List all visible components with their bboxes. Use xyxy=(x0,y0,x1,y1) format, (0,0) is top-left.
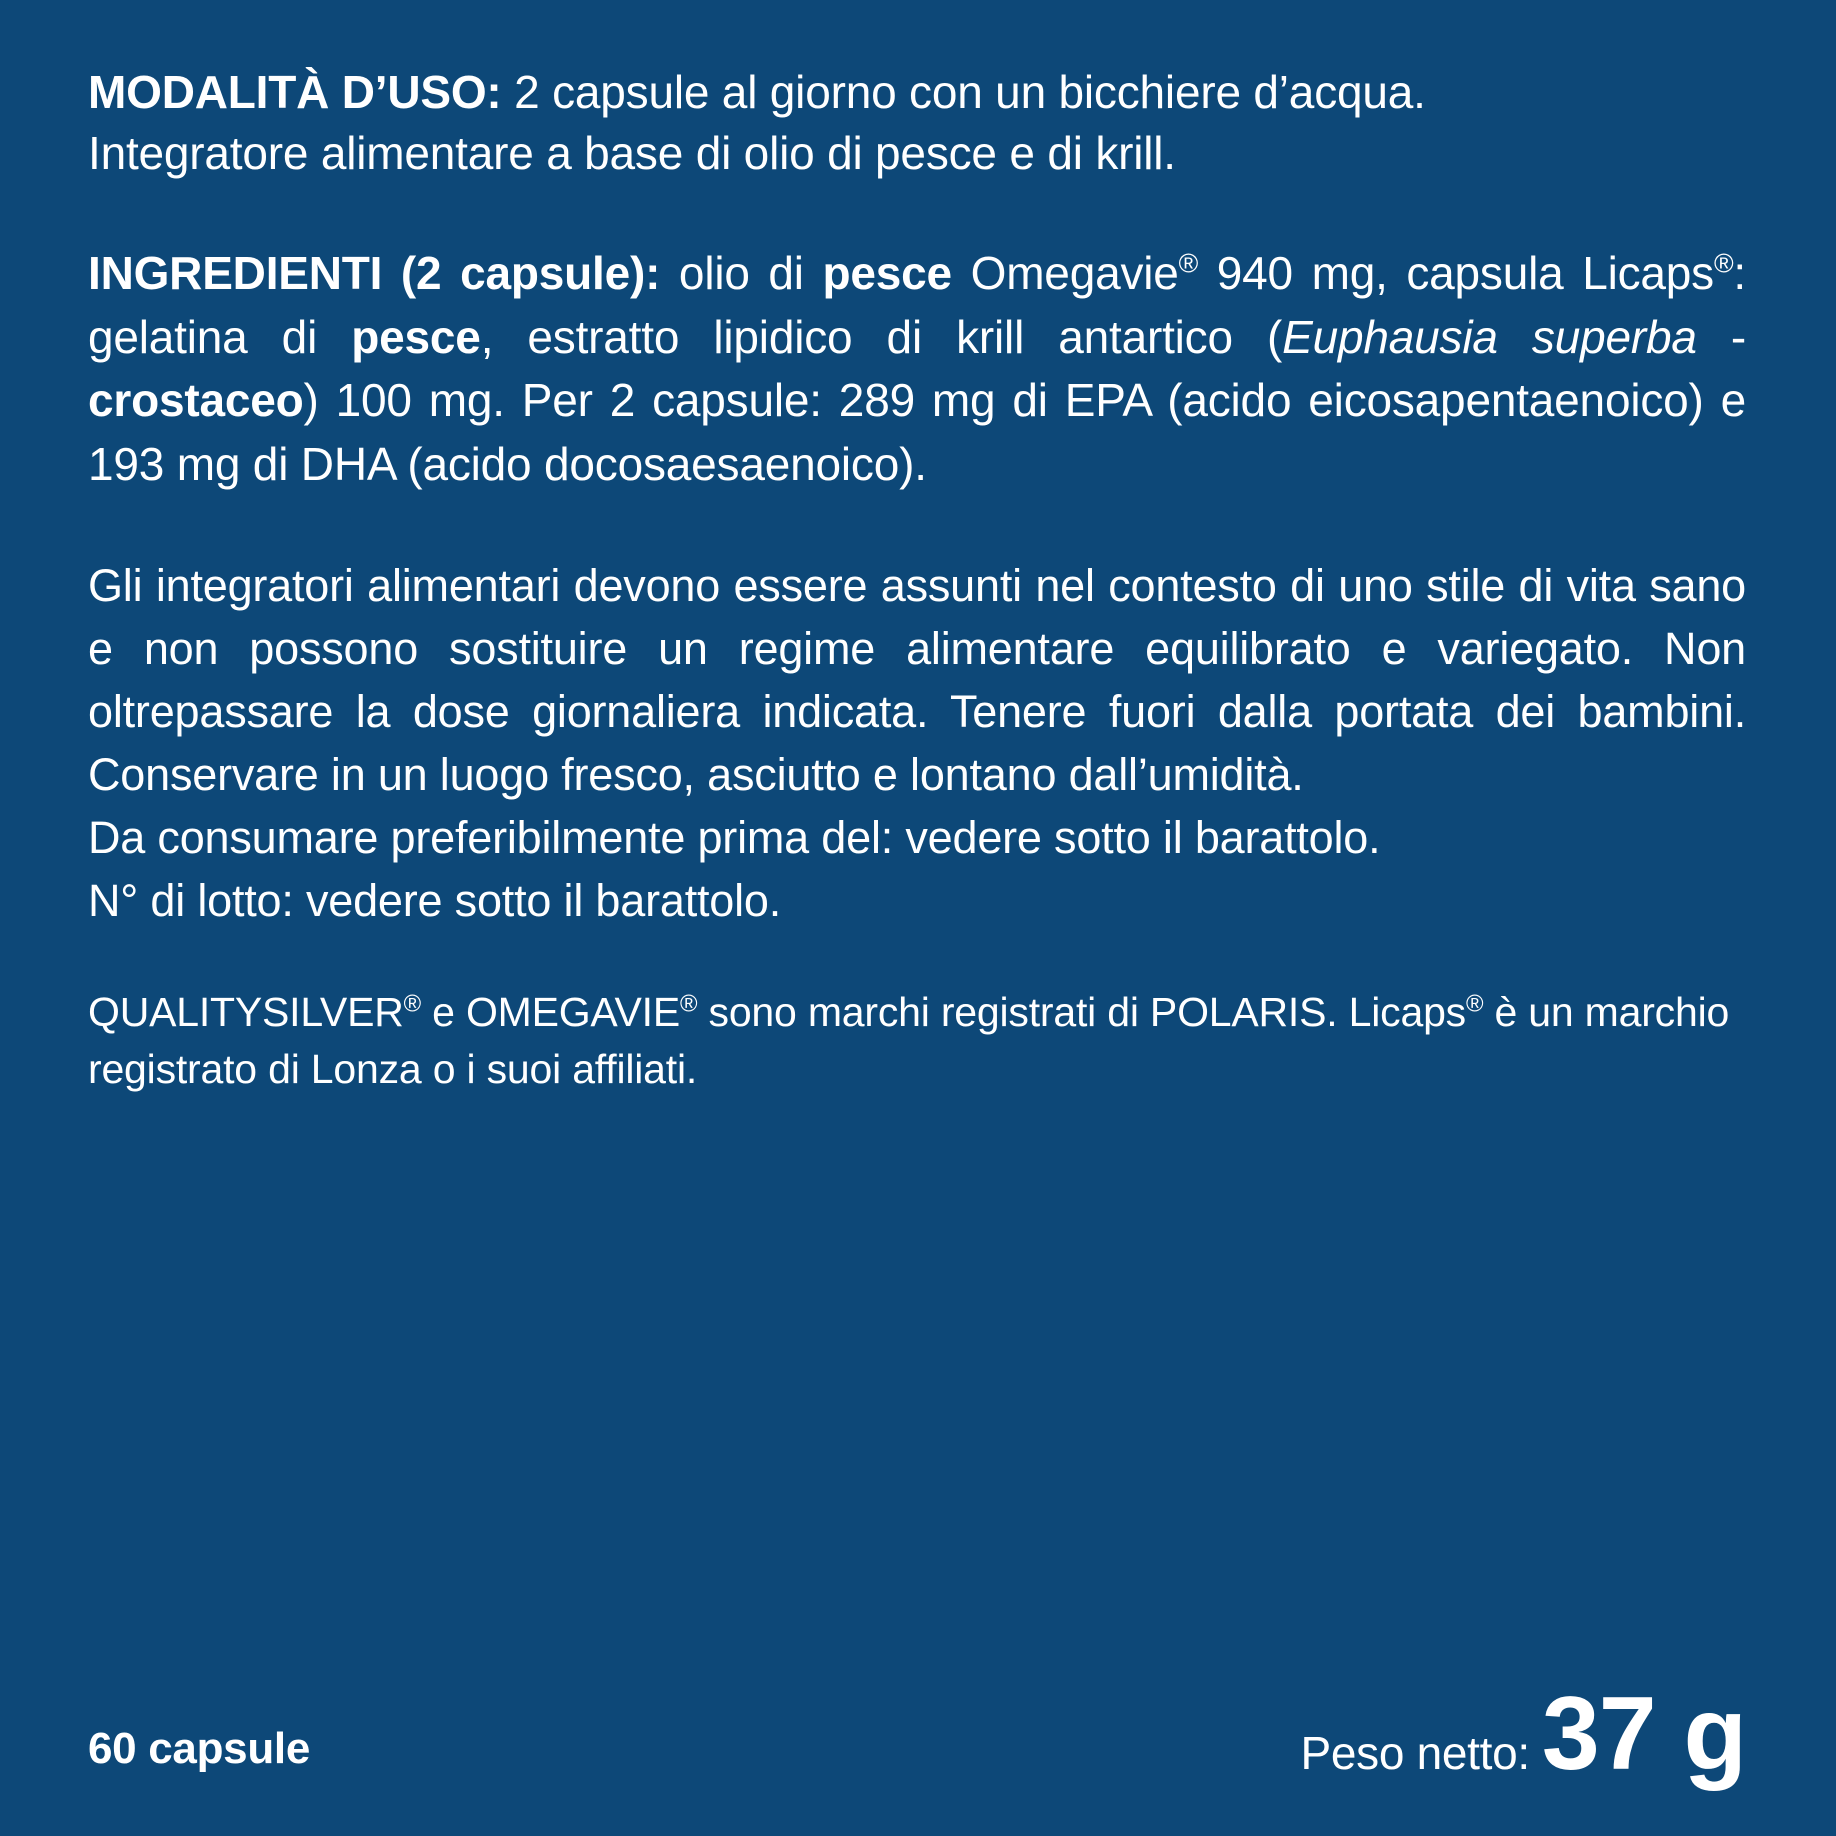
ingredients-section xyxy=(88,242,1746,496)
net-weight-value: 37 g xyxy=(1541,1676,1746,1793)
registered-mark-icon: ® xyxy=(1465,990,1484,1018)
warnings-section xyxy=(88,554,1746,932)
ingredients-bold-fish-2: pesce xyxy=(351,310,481,363)
net-weight-label: Peso netto: xyxy=(1300,1727,1530,1780)
ingredients-seg2: Omegavie xyxy=(951,247,1179,300)
ingredients-seg4: : gelatina di xyxy=(88,247,1747,363)
registered-mark-icon: ® xyxy=(680,990,698,1018)
usage-heading-line xyxy=(88,62,1746,123)
usage-heading: MODALITÀ D’USO: xyxy=(88,66,502,118)
ingredients-heading: INGREDIENTI (2 capsule): xyxy=(88,247,661,300)
trademark-seg3: sono marchi registrati di POLARIS. Licaps xyxy=(697,989,1466,1036)
ingredients-seg6: - xyxy=(1696,310,1747,363)
trademarks-paragraph xyxy=(88,984,1746,1097)
trademark-seg1: QUALITYSILVER xyxy=(88,989,404,1036)
label-footer xyxy=(88,1676,1746,1793)
usage-description: Integratore alimentare a base di olio di pesce e di krill. xyxy=(88,127,1176,180)
capsule-count: 60 capsule xyxy=(88,1724,311,1773)
registered-mark-icon: ® xyxy=(1713,249,1734,280)
lot-number-line: N° di lotto: vedere sotto il barattolo. xyxy=(88,875,782,927)
warnings-paragraph: Gli integratori alimentari devono essere assunti nel contesto di uno stile di vita sano e non possono sostituire un regime alimentare equilibrato e variegato. Non oltrepassare la dose giornaliera indicata. Tenere fuori dalla portata dei bambini. Conservare in un luogo fresco, asciutto e lontano dall’umidità. xyxy=(88,560,1746,801)
usage-section xyxy=(88,62,1746,184)
trademark-seg2: e OMEGAVIE xyxy=(420,989,681,1036)
spacer-2 xyxy=(88,496,1746,554)
ingredients-bold-fish-1: pesce xyxy=(822,247,952,300)
ingredients-paragraph xyxy=(88,242,1746,496)
registered-mark-icon: ® xyxy=(1178,249,1199,280)
registered-mark-icon: ® xyxy=(403,990,421,1018)
ingredients-species-latin: Euphausia superba xyxy=(1282,310,1697,363)
ingredients-seg7: ) 100 mg. Per 2 capsule: 289 mg di EPA (acido eicosapentaenoico) e 193 mg di DHA (acido docosaesaenoico). xyxy=(88,374,1746,490)
net-weight-group xyxy=(1300,1676,1746,1793)
trademark-seg4: è un marchio registrato di Lonza o i suoi affiliati. xyxy=(88,989,1730,1092)
spacer-3 xyxy=(88,932,1746,984)
best-before-line: Da consumare preferibilmente prima del: vedere sotto il barattolo. xyxy=(88,812,1381,864)
ingredients-seg1: olio di xyxy=(660,247,823,300)
ingredients-bold-crustacean: crostaceo xyxy=(88,374,304,427)
ingredients-seg5: , estratto lipidico di krill antartico ( xyxy=(480,310,1283,363)
spacer-1 xyxy=(88,184,1746,242)
ingredients-seg3: 940 mg, capsula Licaps xyxy=(1198,247,1714,300)
trademarks-section xyxy=(88,984,1746,1097)
usage-heading-rest: 2 capsule al giorno con un bicchiere d’acqua. xyxy=(501,66,1426,118)
